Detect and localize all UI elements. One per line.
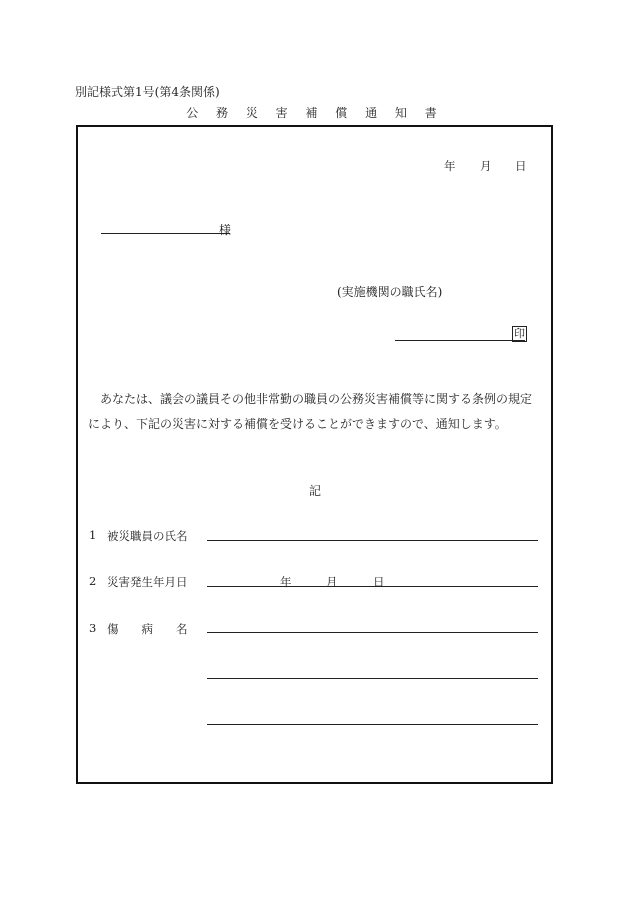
notice-body — [88, 387, 540, 437]
item-2-number: 2 — [89, 574, 97, 588]
date-year-label: 年 — [444, 159, 456, 173]
item-2-line — [207, 586, 538, 587]
item-2-year: 年 — [280, 575, 292, 589]
form-frame — [76, 125, 553, 784]
item-2-label: 災害発生年月日 — [107, 575, 188, 589]
form-label: 別記様式第1号(第4条関係) — [75, 85, 220, 99]
item-3-line — [207, 632, 538, 633]
item-3-line-2 — [207, 678, 538, 679]
addressee-suffix: 様 — [219, 223, 232, 237]
implementing-agency-label: (実施機関の職氏名) — [337, 285, 443, 299]
date-month-label: 月 — [480, 159, 492, 173]
item-2-month: 月 — [326, 575, 338, 589]
document-title: 公 務 災 害 補 償 通 知 書 — [186, 106, 444, 120]
item-2-day: 日 — [373, 575, 385, 589]
notice-body-text: あなたは、議会の議員その他非常勤の職員の公務災害補償等に関する条例の規定により、下記の災害に対する補償を受けることができますので、通知します。 — [88, 392, 533, 431]
item-3-number: 3 — [89, 621, 97, 635]
item-1-label: 被災職員の氏名 — [107, 529, 188, 543]
item-3-line-3 — [207, 724, 538, 725]
item-1-number: 1 — [89, 528, 97, 542]
seal-mark: 印 — [514, 327, 525, 340]
item-1-line — [207, 540, 538, 541]
agency-signature-line — [395, 340, 525, 341]
addressee-name-line — [101, 233, 230, 234]
ki-heading: 記 — [308, 484, 321, 498]
item-3-label: 傷 病 名 — [107, 622, 188, 636]
date-day-label: 日 — [515, 159, 527, 173]
